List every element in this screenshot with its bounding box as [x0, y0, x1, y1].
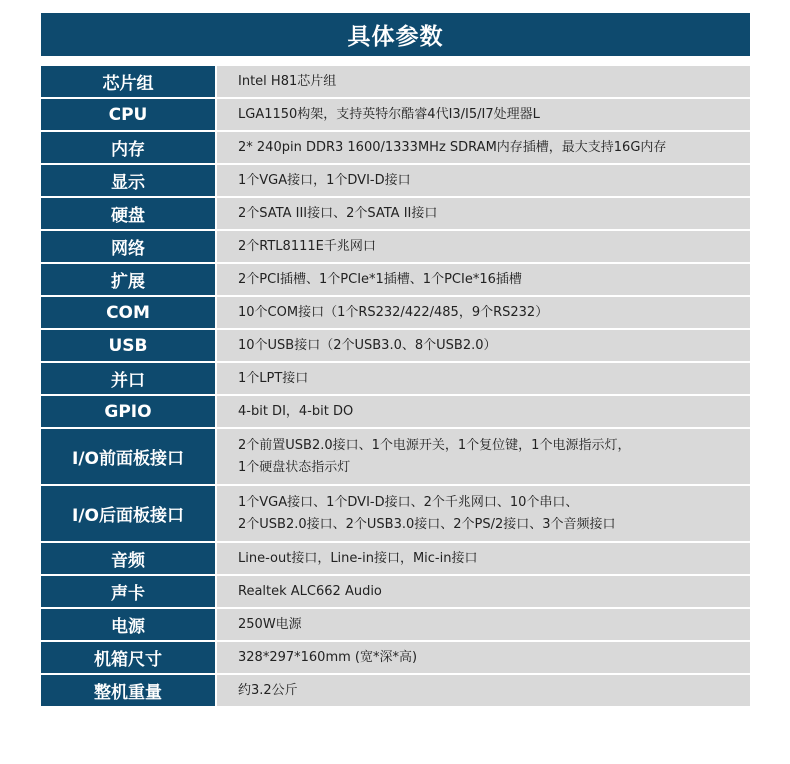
spec-value: [217, 642, 750, 673]
section-title: 具体参数: [347, 24, 444, 50]
spec-row: [41, 297, 750, 330]
spec-label: 并口: [41, 363, 215, 394]
spec-value-line: 250W电源: [238, 616, 302, 632]
spec-row: [41, 543, 750, 576]
spec-value-line: 2个USB2.0接口、2个USB3.0接口、2个PS/2接口、3个音频接口: [238, 516, 616, 532]
spec-row: [41, 165, 750, 198]
spec-value-line: 2个前置USB2.0接口、1个电源开关，1个复位键，1个电源指示灯，: [238, 437, 631, 453]
spec-row: [41, 198, 750, 231]
spec-label: USB: [41, 330, 215, 361]
spec-row: [41, 330, 750, 363]
spec-value: [217, 363, 750, 394]
spec-label: I/O前面板接口: [41, 429, 215, 484]
spec-row: [41, 396, 750, 429]
spec-value: [217, 396, 750, 427]
spec-label: 显示: [41, 165, 215, 196]
spec-value-line: 10个USB接口（2个USB3.0、8个USB2.0）: [238, 337, 497, 353]
spec-row: [41, 363, 750, 396]
spec-value-line: 2* 240pin DDR3 1600/1333MHz SDRAM内存插槽，最大支持16G内存: [238, 139, 667, 155]
spec-table: [41, 66, 750, 708]
spec-label: I/O后面板接口: [41, 486, 215, 541]
spec-label: 音频: [41, 543, 215, 574]
spec-value: [217, 231, 750, 262]
spec-value-line: 2个PCI插槽、1个PCIe*1插槽、1个PCIe*16插槽: [238, 271, 522, 287]
spec-row: [41, 486, 750, 543]
spec-label: 电源: [41, 609, 215, 640]
spec-label: COM: [41, 297, 215, 328]
section-title-banner: [41, 13, 750, 56]
spec-row: [41, 642, 750, 675]
spec-value-line: 1个VGA接口，1个DVI-D接口: [238, 172, 411, 188]
spec-row: [41, 66, 750, 99]
spec-label: 硬盘: [41, 198, 215, 229]
spec-value-line: 10个COM接口（1个RS232/422/485，9个RS232）: [238, 304, 549, 320]
spec-value: [217, 675, 750, 706]
spec-row: [41, 231, 750, 264]
spec-value-line: 2个RTL8111E千兆网口: [238, 238, 376, 254]
spec-value-line: Line-out接口，Line-in接口，Mic-in接口: [238, 550, 478, 566]
spec-label: 机箱尺寸: [41, 642, 215, 673]
spec-value-line: 2个SATA III接口、2个SATA II接口: [238, 205, 438, 221]
spec-label: 内存: [41, 132, 215, 163]
spec-value: [217, 330, 750, 361]
spec-value: [217, 165, 750, 196]
spec-value-line: 1个LPT接口: [238, 370, 309, 386]
spec-value-line: 约3.2公斤: [238, 682, 298, 698]
spec-row: [41, 99, 750, 132]
spec-value: [217, 429, 750, 484]
spec-value-line: 1个VGA接口、1个DVI-D接口、2个千兆网口、10个串口、: [238, 494, 579, 510]
spec-value: [217, 132, 750, 163]
spec-value: [217, 297, 750, 328]
spec-value-line: Realtek ALC662 Audio: [238, 583, 382, 599]
spec-label: 网络: [41, 231, 215, 262]
spec-value-line: 4-bit DI，4-bit DO: [238, 403, 354, 419]
spec-value-line: Intel H81芯片组: [238, 73, 337, 89]
spec-row: [41, 429, 750, 486]
spec-row: [41, 576, 750, 609]
spec-value-line: 1个硬盘状态指示灯: [238, 459, 351, 475]
spec-value: [217, 198, 750, 229]
spec-label: CPU: [41, 99, 215, 130]
spec-label: 扩展: [41, 264, 215, 295]
spec-value: [217, 609, 750, 640]
spec-value: [217, 576, 750, 607]
spec-label: 芯片组: [41, 66, 215, 97]
spec-value: [217, 66, 750, 97]
spec-label: 整机重量: [41, 675, 215, 706]
spec-value: [217, 99, 750, 130]
spec-label: GPIO: [41, 396, 215, 427]
spec-row: [41, 609, 750, 642]
spec-label: 声卡: [41, 576, 215, 607]
spec-value-line: 328*297*160mm (宽*深*高): [238, 649, 418, 665]
spec-row: [41, 264, 750, 297]
spec-value: [217, 543, 750, 574]
spec-value: [217, 264, 750, 295]
spec-row: [41, 132, 750, 165]
spec-value: [217, 486, 750, 541]
spec-row: [41, 675, 750, 708]
spec-value-line: LGA1150构架，支持英特尔酷睿4代I3/I5/I7处理器L: [238, 106, 540, 122]
